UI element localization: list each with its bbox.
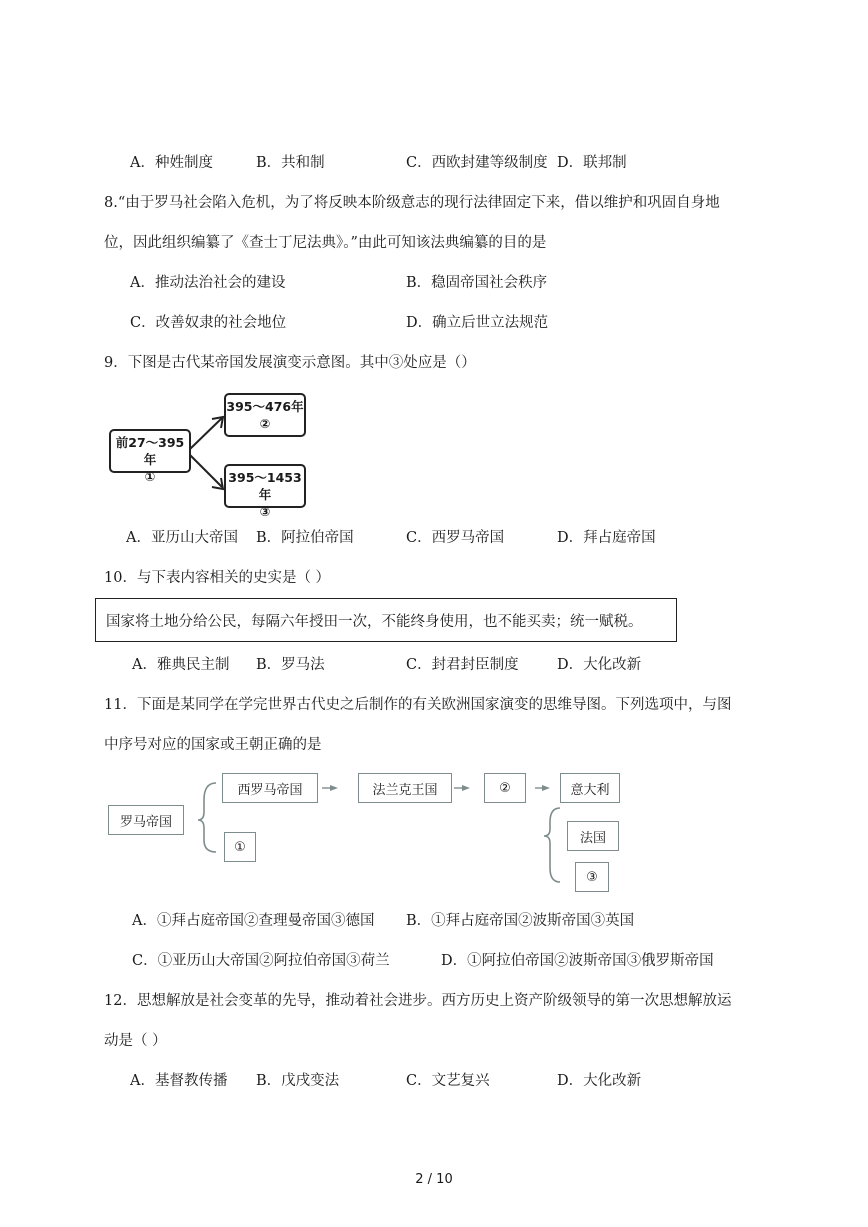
q9-stem: 9．下图是古代某帝国发展演变示意图。其中③处应是（） [104, 355, 476, 371]
q9-option-d: D．拜占庭帝国 [557, 530, 656, 546]
q12-stem-line2: 动是（ ） [104, 1033, 167, 1049]
mindmap-node-2: ② [484, 773, 526, 803]
q10-option-d: D．大化改新 [557, 657, 642, 673]
mindmap-west-rome: 西罗马帝国 [222, 773, 318, 803]
q8-option-c: C．改善奴隶的社会地位 [130, 315, 287, 331]
mindmap-node-1: ① [224, 832, 256, 862]
q11-stem-line2: 中序号对应的国家或王朝正确的是 [104, 737, 322, 753]
q11-stem-line1: 11．下面是某同学在学完世界古代史之后制作的有关欧洲国家演变的思维导图。下列选项中，与图 [104, 697, 732, 713]
q10-stem: 10．与下表内容相关的史实是（ ） [104, 570, 331, 586]
q8-stem-line1: 8.“由于罗马社会陷入危机，为了将反映本阶级意志的现行法律固定下来，借以维护和巩固自身地 [104, 195, 720, 211]
q12-stem-line1: 12．思想解放是社会变革的先导，推动着社会进步。西方历史上资产阶级领导的第一次思想解放运 [104, 993, 732, 1009]
q10-table-text: 国家将土地分给公民，每隔六年授田一次，不能终身使用，也不能买卖；统一赋税。 [106, 614, 643, 630]
mindmap-root: 罗马帝国 [108, 805, 184, 835]
diagram-box-1-years: 前27～395年 [115, 435, 185, 467]
diagram-box-3-number: ③ [259, 504, 271, 519]
q11-option-c: C．①亚历山大帝国②阿拉伯帝国③荷兰 [132, 953, 390, 969]
q10-option-a: A．雅典民主制 [132, 657, 230, 673]
mindmap-italy: 意大利 [560, 773, 620, 803]
q11-option-d: D．①阿拉伯帝国②波斯帝国③俄罗斯帝国 [441, 953, 714, 969]
q10-option-c: C．封君封臣制度 [406, 657, 519, 673]
diagram-box-2 [224, 393, 306, 437]
q7-option-b: B．共和制 [256, 155, 325, 171]
q7-option-a: A．种姓制度 [130, 155, 213, 171]
page-number: 2 / 10 [415, 1172, 453, 1187]
diagram-box-1-number: ① [144, 469, 156, 484]
q9-option-c: C．西罗马帝国 [406, 530, 505, 546]
q8-option-d: D．确立后世立法规范 [406, 315, 549, 331]
diagram-box-2-number: ② [259, 416, 271, 431]
diagram-box-1 [109, 429, 191, 484]
mindmap-frank: 法兰克王国 [358, 773, 452, 803]
diagram-box-2-years: 395～476年 [226, 399, 304, 414]
q12-option-b: B．戊戌变法 [256, 1073, 340, 1089]
q7-option-c: C．西欧封建等级制度 [406, 155, 548, 171]
q7-option-d: D．联邦制 [557, 155, 627, 171]
mindmap-node-3: ③ [575, 862, 609, 892]
q9-option-a: A．亚历山大帝国 [126, 530, 238, 546]
q12-option-a: A．基督教传播 [130, 1073, 228, 1089]
q12-option-d: D．大化改新 [557, 1073, 642, 1089]
q10-table [95, 598, 677, 642]
diagram-box-3 [224, 464, 306, 519]
diagram-box-3-years: 395～1453年 [228, 470, 302, 502]
q10-option-b: B．罗马法 [256, 657, 325, 673]
q8-option-a: A．推动法治社会的建设 [130, 275, 286, 291]
q9-option-b: B．阿拉伯帝国 [256, 530, 354, 546]
q12-option-c: C．文艺复兴 [406, 1073, 490, 1089]
mindmap-france: 法国 [567, 821, 619, 851]
q11-option-a: A．①拜占庭帝国②查理曼帝国③德国 [132, 913, 375, 929]
q8-stem-line2: 位，因此组织编纂了《查士丁尼法典》。”由此可知该法典编纂的目的是 [104, 235, 547, 251]
q11-option-b: B．①拜占庭帝国②波斯帝国③英国 [406, 913, 635, 929]
q8-option-b: B．稳固帝国社会秩序 [406, 275, 548, 291]
